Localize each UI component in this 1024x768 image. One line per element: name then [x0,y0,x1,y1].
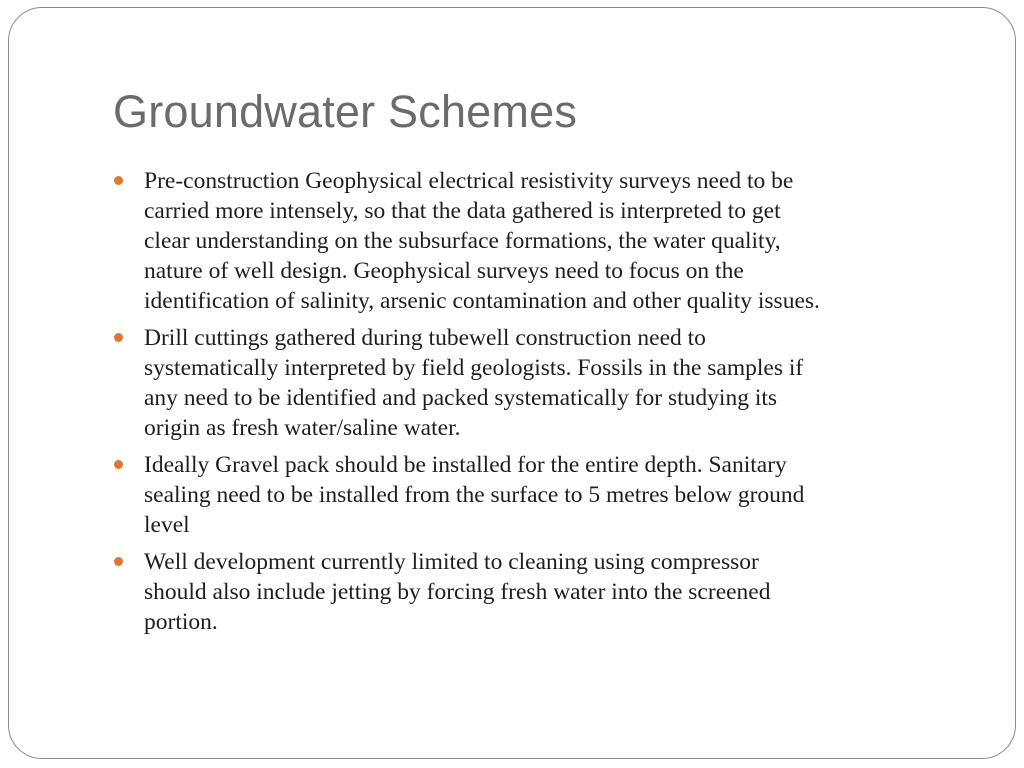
bullet-dot-icon [114,557,123,566]
bullet-text: Ideally Gravel pack should be installed for the entire depth. Sanitary sealing need to be installed from the surface to 5 metres below ground level [144,452,805,538]
bullet-item-2 [113,323,973,443]
bullet-dot-icon [114,176,123,185]
bullet-text: Pre-construction Geophysical electrical resistivity surveys need to be carried more intensely, so that the data gathered is interpreted to get clear understanding on the subsurface formations, the water quality, nature of well design. Geophysical surveys need to focus on the identification of salinity, arsenic contamination and other quality issues. [144,168,820,314]
bullet-item-4 [113,547,973,637]
slide-title: Groundwater Schemes [113,86,578,137]
bullet-item-3 [113,450,973,540]
bullet-dot-icon [114,460,123,469]
bullet-text: Drill cuttings gathered during tubewell construction need to systematically interpreted by field geologists. Fossils in the samples if any need to be identified and packed systematically for studying its origin as fresh water/saline water. [144,325,804,441]
bullet-item-1 [113,166,973,316]
bullet-text: Well development currently limited to cleaning using compressor should also include jetting by forcing fresh water into the screened portion. [144,549,771,635]
bullet-dot-icon [114,333,123,342]
bullet-list [113,166,973,644]
